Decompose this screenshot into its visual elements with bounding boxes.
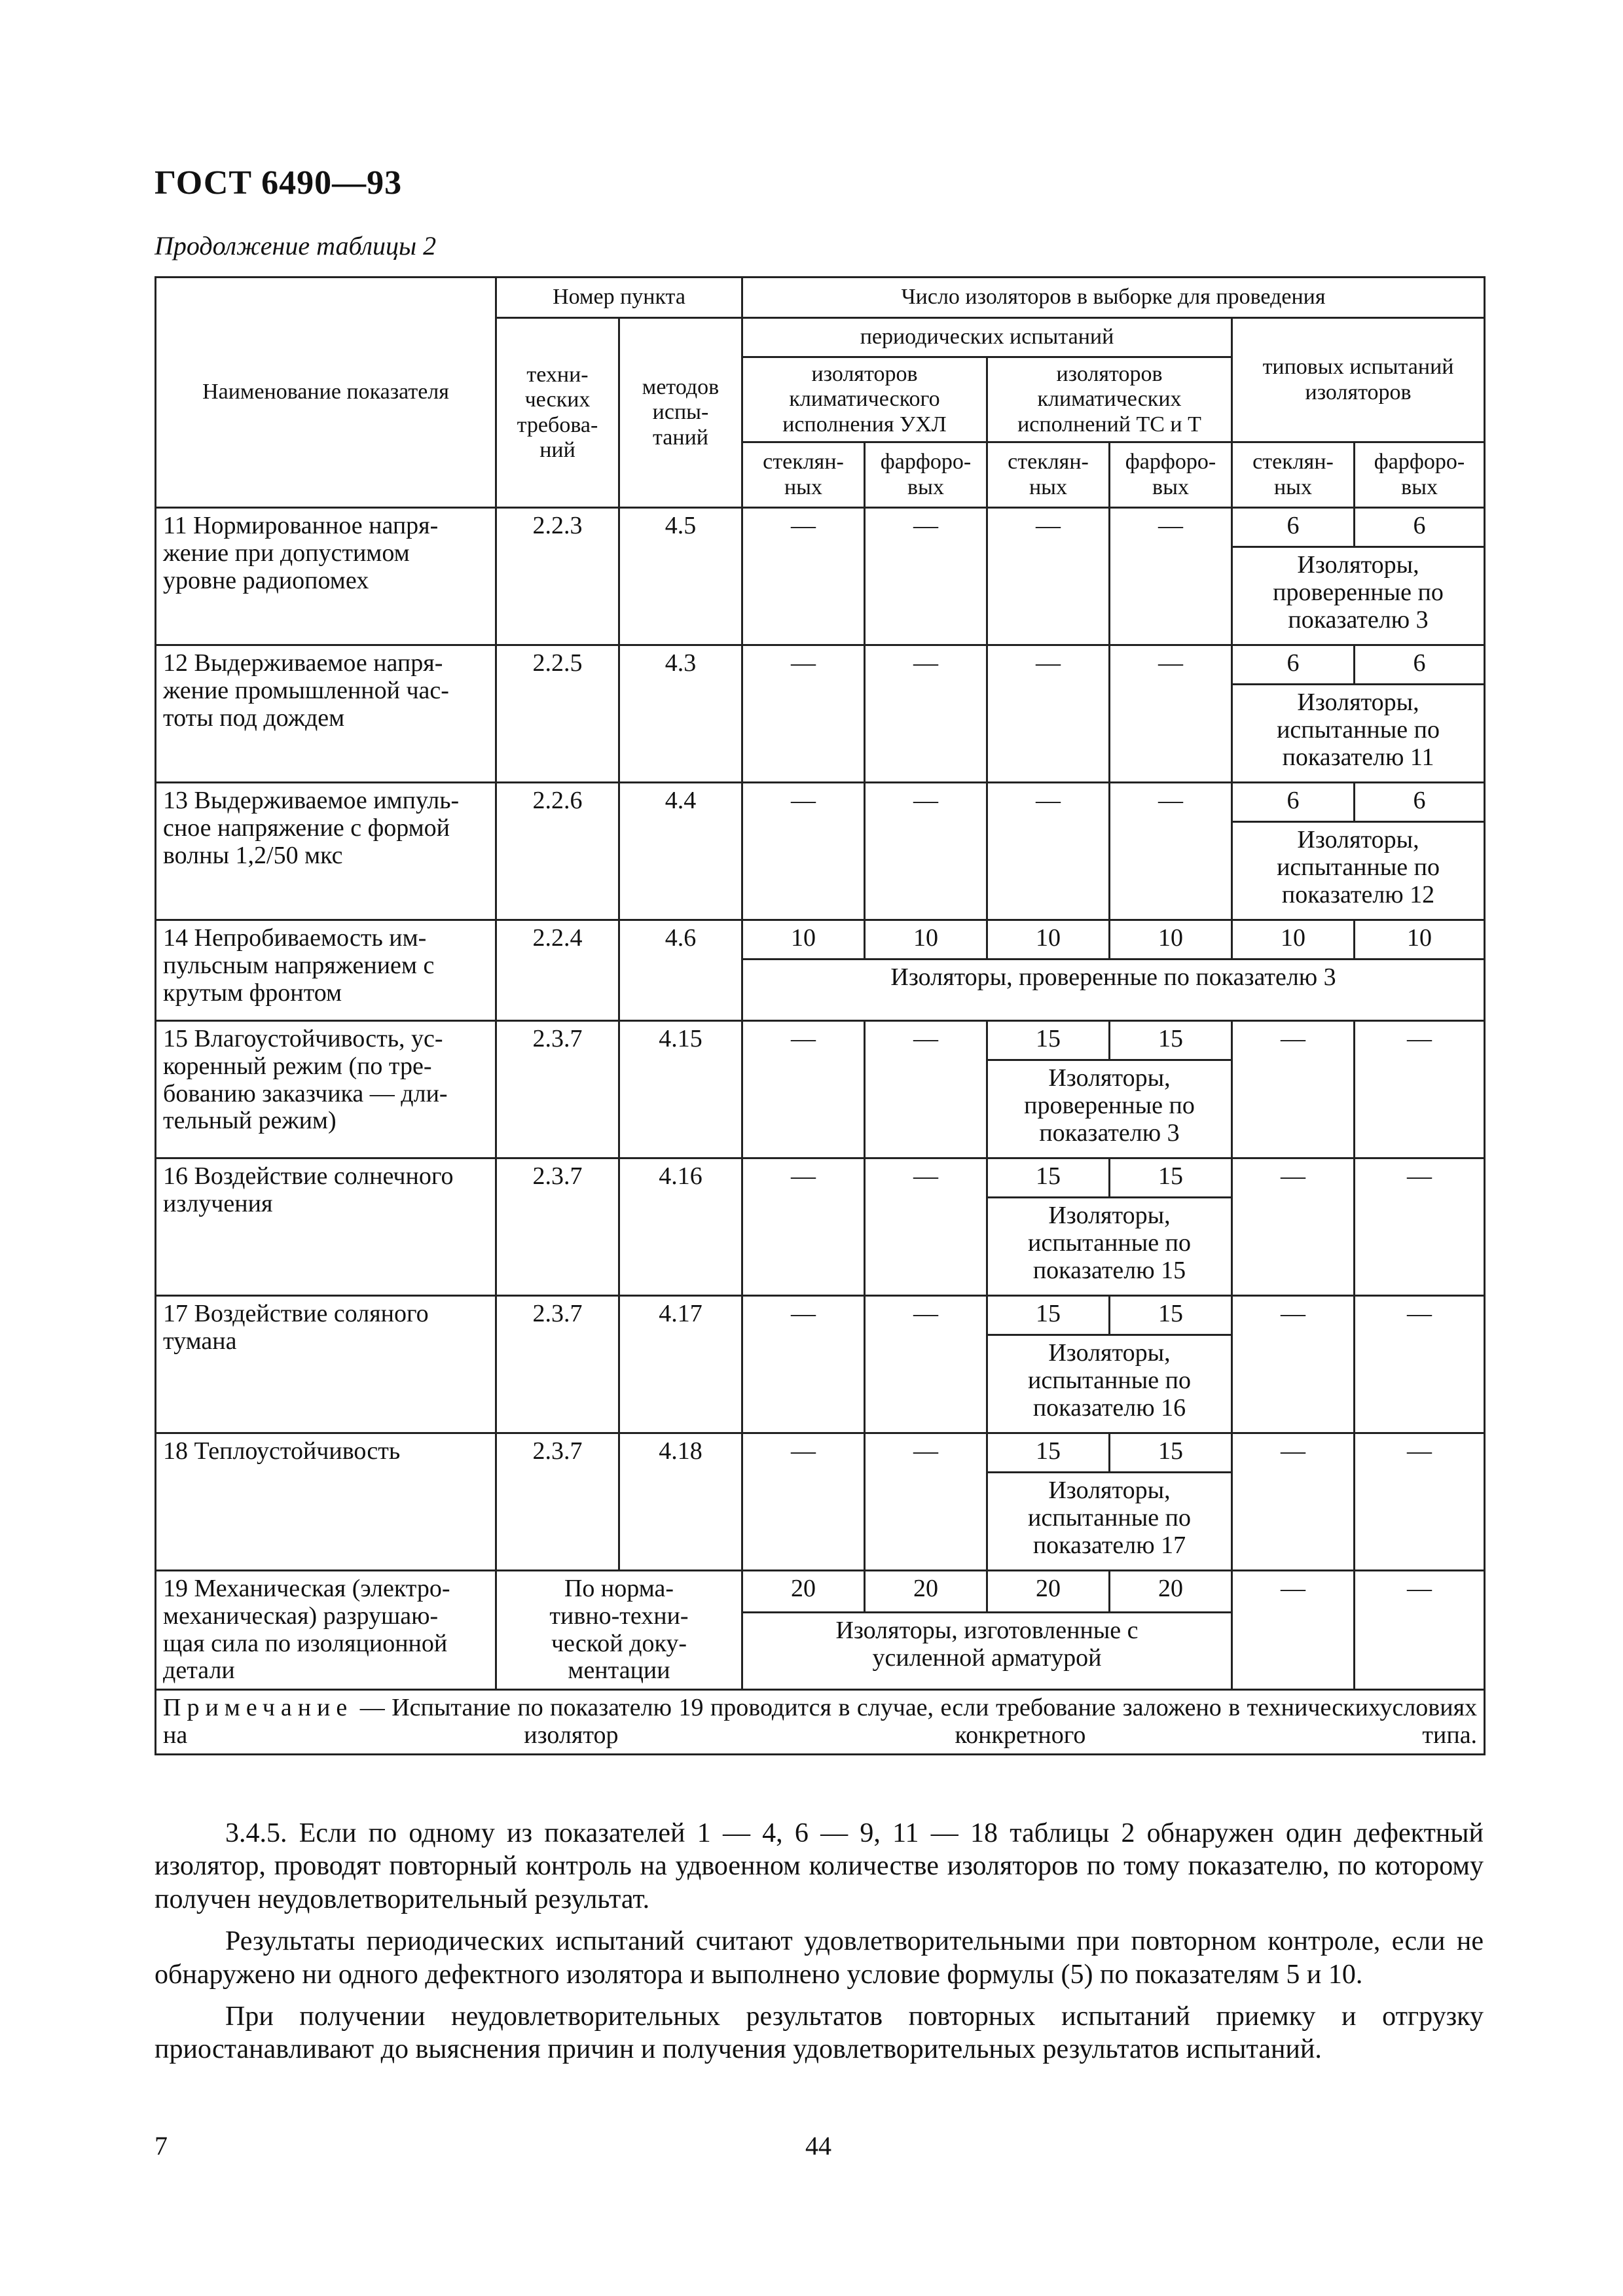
sample-count-cell: — — [1110, 508, 1232, 645]
sample-count-cell: 15 — [1110, 1433, 1232, 1473]
sample-count-cell: — — [742, 508, 865, 645]
header-type-tests: типовых испытаний изоляторов — [1232, 318, 1485, 442]
sample-count-cell: 6 — [1232, 645, 1355, 685]
table-row — [156, 1021, 1485, 1060]
indicator-name: 12 Выдерживаемое напря- жение промышленной час- тоты под дождем — [156, 645, 496, 783]
header-indicator-name: Наименование показателя — [156, 278, 496, 508]
paragraph-3-4-5: 3.4.5. Если по одному из показателей 1 — 4, 6 — 9, 11 — 18 таблицы 2 обнаружен один дефектный изолятор, проводят повторный контроль на удвоенном количестве изоляторов по тому показателю, по которому получен неудовлетворительный результат. — [155, 1818, 1484, 1914]
test-method-item: 4.16 — [619, 1158, 742, 1296]
sample-count-cell: — — [1232, 1571, 1355, 1690]
sub-note: Изоляторы, проверенные по показателю 3 — [1232, 547, 1485, 645]
sample-count-cell: 10 — [1110, 920, 1232, 960]
sample-count-cell: 15 — [987, 1021, 1110, 1060]
test-method-item: 4.18 — [619, 1433, 742, 1571]
sub-note: Изоляторы, проверенные по показателю 3 — [742, 960, 1485, 1021]
indicator-name: 16 Воздействие солнечного излучения — [156, 1158, 496, 1296]
test-method-item: 4.3 — [619, 645, 742, 783]
header-tc-t: изоляторов климатических исполнений ТС и Т — [987, 357, 1232, 442]
header-porcelain: фарфоро- вых — [1355, 442, 1485, 508]
header-uhl: изоляторов климатического исполнения УХЛ — [742, 357, 987, 442]
header-porcelain: фарфоро- вых — [1110, 442, 1232, 508]
paragraph-suspension: При получении неудовлетворительных результатов повторных испытаний приемку и отгрузку приостанавливают до выяснения причин и получения удовлетворительных результатов испытаний. — [155, 2001, 1484, 2065]
sample-count-cell: 6 — [1355, 783, 1485, 822]
table-row — [156, 1158, 1485, 1198]
sample-count-cell: — — [865, 1021, 987, 1158]
table-caption: Продолжение таблицы 2 — [155, 231, 437, 260]
sample-count-cell: — — [1232, 1021, 1355, 1158]
paragraph-results: Результаты периодических испытаний считают удовлетворительными при повторном контроле, если не обнаружено ни одного дефектного изолятора и выполнено условие формулы (5) по показателям 5 и 10. — [155, 1926, 1484, 1990]
table-row — [156, 1571, 1485, 1613]
sample-count-cell: — — [865, 645, 987, 783]
sample-count-cell: — — [1110, 645, 1232, 783]
sub-note: Изоляторы, проверенные по показателю 3 — [987, 1060, 1232, 1158]
sample-count-cell: — — [742, 645, 865, 783]
sample-count-cell: — — [865, 1296, 987, 1433]
header-porcelain: фарфоро- вых — [865, 442, 987, 508]
header-glass: стеклян- ных — [742, 442, 865, 508]
sample-count-cell: 20 — [987, 1571, 1110, 1613]
table-row — [156, 508, 1485, 547]
indicator-name: 11 Нормированное напря- жение при допустимом уровне радиопомех — [156, 508, 496, 645]
sample-count-cell: — — [987, 508, 1110, 645]
sample-count-cell: 15 — [1110, 1158, 1232, 1198]
tech-requirement-item: 2.2.6 — [496, 783, 619, 920]
sample-count-cell: 10 — [1232, 920, 1355, 960]
test-sample-table — [155, 276, 1486, 1755]
sample-count-cell: — — [865, 1433, 987, 1571]
sample-count-cell: — — [1355, 1433, 1485, 1571]
indicator-name: 17 Воздействие соляного тумана — [156, 1296, 496, 1433]
sample-count-cell: 6 — [1355, 645, 1485, 685]
indicator-name: 14 Непробиваемость им- пульсным напряжением с крутым фронтом — [156, 920, 496, 1021]
sample-count-cell: — — [742, 1158, 865, 1296]
sample-count-cell: 10 — [865, 920, 987, 960]
table-row — [156, 920, 1485, 960]
tech-requirement-item: 2.3.7 — [496, 1296, 619, 1433]
sample-count-cell: — — [742, 1296, 865, 1433]
header-test-methods: методов испы- таний — [619, 318, 742, 508]
sample-count-cell: 20 — [865, 1571, 987, 1613]
sample-count-cell: — — [865, 508, 987, 645]
test-method-item: 4.4 — [619, 783, 742, 920]
header-glass: стеклян- ных — [987, 442, 1110, 508]
table-row — [156, 783, 1485, 822]
sample-count-cell: — — [987, 645, 1110, 783]
tech-requirement-item: 2.2.3 — [496, 508, 619, 645]
tech-requirement-item: 2.2.5 — [496, 645, 619, 783]
header-glass: стеклян- ных — [1232, 442, 1355, 508]
sample-count-cell: 15 — [1110, 1021, 1232, 1060]
table-note — [156, 1690, 1485, 1755]
sample-count-cell: 10 — [987, 920, 1110, 960]
header-periodic-tests: периодических испытаний — [742, 318, 1232, 357]
body-text — [155, 1817, 1484, 2075]
sample-count-cell: — — [1232, 1433, 1355, 1571]
sample-count-cell: 15 — [987, 1158, 1110, 1198]
sample-count-cell: — — [1232, 1158, 1355, 1296]
sample-count-cell: 20 — [1110, 1571, 1232, 1613]
sample-count-cell: — — [865, 1158, 987, 1296]
sample-count-cell: 10 — [1355, 920, 1485, 960]
test-method-item: 4.6 — [619, 920, 742, 1021]
sub-note: Изоляторы, испытанные по показателю 15 — [987, 1198, 1232, 1296]
sub-note: Изоляторы, испытанные по показателю 16 — [987, 1335, 1232, 1433]
indicator-name: 15 Влагоустойчивость, ус- коренный режим (по тре- бованию заказчика — дли- тельный режим) — [156, 1021, 496, 1158]
sample-count-cell: — — [1355, 1296, 1485, 1433]
test-method-item: 4.5 — [619, 508, 742, 645]
indicator-name: 19 Механическая (электро- механическая) разрушаю- щая сила по изоляционной детали — [156, 1571, 496, 1690]
note-label: Примечание — [163, 1694, 354, 1722]
sample-count-cell: — — [1355, 1158, 1485, 1296]
sub-note: Изоляторы, испытанные по показателю 12 — [1232, 822, 1485, 920]
tech-method-reference: По норма- тивно-техни- ческой доку- ментации — [496, 1571, 742, 1690]
test-method-item: 4.15 — [619, 1021, 742, 1158]
sub-note: Изоляторы, изготовленные с усиленной арматурой — [742, 1613, 1232, 1690]
page-number: 44 — [805, 2131, 831, 2161]
sample-count-cell: — — [1355, 1021, 1485, 1158]
sample-count-cell: 20 — [742, 1571, 865, 1613]
sample-count-cell: — — [1355, 1571, 1485, 1690]
sample-count-cell: — — [742, 1433, 865, 1571]
table-row — [156, 1433, 1485, 1473]
indicator-name: 13 Выдерживаемое импуль- сное напряжение с формой волны 1,2/50 мкс — [156, 783, 496, 920]
sample-count-cell: 6 — [1232, 783, 1355, 822]
header-tech-requirements: техни- ческих требова- ний — [496, 318, 619, 508]
sample-count-cell: 15 — [987, 1296, 1110, 1335]
tech-requirement-item: 2.3.7 — [496, 1021, 619, 1158]
sample-count-cell: 15 — [987, 1433, 1110, 1473]
tech-requirement-item: 2.3.7 — [496, 1158, 619, 1296]
indicator-name: 18 Теплоустойчивость — [156, 1433, 496, 1571]
header-sample-count: Число изоляторов в выборке для проведения — [742, 278, 1485, 318]
sample-count-cell: 6 — [1355, 508, 1485, 547]
sample-count-cell: — — [742, 783, 865, 920]
header-item-number: Номер пункта — [496, 278, 742, 318]
sample-count-cell: — — [742, 1021, 865, 1158]
sample-count-cell: — — [987, 783, 1110, 920]
test-method-item: 4.17 — [619, 1296, 742, 1433]
sample-count-cell: 6 — [1232, 508, 1355, 547]
sample-count-cell: 10 — [742, 920, 865, 960]
sample-count-cell: — — [865, 783, 987, 920]
document-code: ГОСТ 6490—93 — [155, 164, 403, 202]
sample-count-cell: 15 — [1110, 1296, 1232, 1335]
tech-requirement-item: 2.2.4 — [496, 920, 619, 1021]
tech-requirement-item: 2.3.7 — [496, 1433, 619, 1571]
sample-count-cell: — — [1110, 783, 1232, 920]
note-text: — Испытание по показателю 19 проводится в случае, если требование заложено в техническихусловиях на изолятор конкретного типа. — [163, 1694, 1478, 1749]
sub-note: Изоляторы, испытанные по показателю 11 — [1232, 685, 1485, 783]
sub-note: Изоляторы, испытанные по показателю 17 — [987, 1473, 1232, 1571]
table-row — [156, 1296, 1485, 1335]
page-number-left: 7 — [155, 2131, 168, 2161]
sample-count-cell: — — [1232, 1296, 1355, 1433]
table-row — [156, 645, 1485, 685]
table-note-row — [156, 1690, 1485, 1755]
